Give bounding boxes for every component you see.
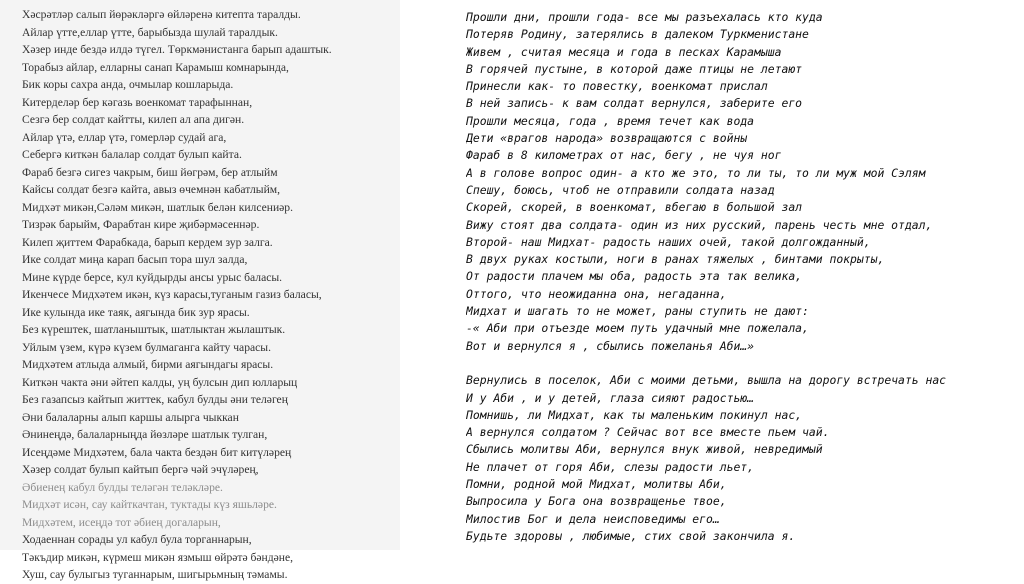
russian-poem-line: Вернулись в поселок, Аби с моими детьми, вышла на дорогу встречать нас bbox=[466, 373, 947, 388]
russian-poem-line: Мидхат и шагать то не может, раны ступить не дают: bbox=[466, 304, 809, 319]
russian-poem-line: -« Аби при отъезде моем путь удачный мне пожелала, bbox=[466, 321, 809, 336]
tatar-poem-line: Әни балаларны алып каршы алырга чыккан bbox=[22, 410, 239, 424]
russian-poem-line: Прошли месяца, года , время течет как вода bbox=[466, 113, 755, 128]
tatar-poem-line: Әбиенең кабул булды теләгән теләкләре. bbox=[22, 480, 223, 494]
russian-poem-line: Помнишь, ли Мидхат, как ты маленьким покинул нас, bbox=[466, 407, 803, 422]
russian-poem-line: Фараб в 8 километрах от нас, бегу , не чуя ног bbox=[466, 148, 782, 163]
russian-poem-line: Не плачет от горя Аби, слезы радости льет, bbox=[466, 459, 755, 474]
russian-poem-line: Выпросила у Бога она возвращенье твое, bbox=[466, 494, 727, 509]
russian-poem-line: Сбылись молитвы Аби, вернулся внук живой, невредимый bbox=[466, 442, 823, 457]
russian-poem-line: Потеряв Родину, затерялись в далеком Туркменистане bbox=[466, 27, 809, 42]
russian-poem-line: Второй- наш Мидхат- радость наших очей, такой долгожданный, bbox=[466, 234, 871, 249]
tatar-poem-line: Айлар үтте,еллар үтте, барыбызда шулай таралдык. bbox=[22, 25, 278, 39]
russian-poem-line: Прошли дни, прошли года- все мы разъехалась кто куда bbox=[466, 10, 823, 24]
tatar-poem-line: Мине күрде берсе, кул куйдырды ансы урыс баласы. bbox=[22, 270, 283, 284]
russian-poem-line: В ней запись- к вам солдат вернулся, заберите его bbox=[466, 96, 803, 111]
tatar-poem-line: Без күрештек, шатланыштык, шатлыктан жылаштык. bbox=[22, 323, 286, 336]
tatar-poem-line: Ике кулында ике таяк, аягында бик зур ярасы. bbox=[22, 305, 250, 319]
russian-poem-line: А вернулся солдатом ? Сейчас вот все вместе пьем чай. bbox=[466, 425, 830, 440]
tatar-poem-line: Ходаеннан сорады ул кабул була торганнарын, bbox=[22, 533, 252, 546]
tatar-poem-line: Хәсрәтләр салып йөрәкләргә өйләренә китепта таралды. bbox=[22, 8, 301, 21]
tatar-poem-line: Тизрәк барыйм, Фарабтан кире җибәрмәсеннәр. bbox=[22, 218, 260, 231]
tatar-poem-text bbox=[22, 6, 394, 584]
russian-poem-line: В горячей пустыне, в которой даже птицы не летают bbox=[466, 61, 803, 76]
russian-poem-line: Вижу стоят два солдата- один из них русский, парень честь мне отдал, bbox=[466, 217, 933, 232]
russian-poem-line: Спешу, боюсь, чтоб не отправили солдата назад bbox=[466, 182, 775, 197]
tatar-poem-line: Әнинеңдә, балаларныңда йөзләре шатлык тулган, bbox=[22, 428, 268, 441]
tatar-poem-line: Киткән чакта әни әйтеп калды, уң булсын дип юлларыц bbox=[22, 375, 298, 389]
tatar-poem-page bbox=[0, 0, 400, 581]
russian-poem-line: В двух руках костыли, ноги в ранах тяжелых , бинтами покрыты, bbox=[466, 252, 885, 267]
tatar-poem-line: Хәзер солдат булып кайтып бергә чәй эчүләрең, bbox=[22, 463, 259, 476]
russian-poem-line: Дети «врагов народа» возвращаются с войны bbox=[466, 131, 748, 146]
tatar-poem-line: Хуш, сау булыгыз туганнарым, шигырьмның тәмамы. bbox=[22, 568, 288, 581]
russian-poem-line: Принесли как- то повестку, военкомат прислал bbox=[466, 79, 768, 94]
tatar-poem-line: Мидхәт микән,Сәләм микән, шатлык белән килсениәр. bbox=[22, 200, 293, 214]
tatar-poem-line: Ике солдат миңа карап басып тора шул залда, bbox=[22, 253, 248, 266]
tatar-poem-line: Килеп җиттем Фарабкада, барып кердем зур залга. bbox=[22, 235, 273, 249]
tatar-poem-line: Себергә киткән балалар солдат булып кайта. bbox=[22, 148, 242, 161]
tatar-poem-line: Китерделәр бер кәгазь военкомат тарафыннан, bbox=[22, 95, 253, 109]
tatar-poem-line: Торабыз айлар, елларны санап Карамыш комнарында, bbox=[22, 60, 289, 74]
tatar-poem-line: Сезгә бер солдат кайтты, килеп ал апа дигән. bbox=[22, 113, 245, 126]
russian-poem-text bbox=[466, 9, 1022, 545]
russian-poem-line: Будьте здоровы , любимые, стих свой закончила я. bbox=[466, 528, 796, 543]
russian-poem-line: А в голове вопрос один- а кто же это, то ли ты, то ли муж мой Сэлям bbox=[466, 165, 926, 180]
russian-poem-line: И у Аби , и у детей, глаза сияют радостью… bbox=[466, 390, 755, 405]
russian-poem-line: Помни, родной мой Мидхат, молитвы Аби, bbox=[466, 477, 727, 492]
tatar-poem-line: Уйлым үзем, күрә күзем булмаганга кайту чарасы. bbox=[22, 340, 271, 354]
russian-poem-line: От радости плачем мы оба, радость эта так велика, bbox=[466, 269, 803, 284]
tatar-poem-line: Фараб безгә сигез чакрым, биш йөгрәм, бер атлыйм bbox=[22, 165, 278, 179]
tatar-poem-line: Мидхәтем, исеңдә тот әбиең догаларын, bbox=[22, 515, 221, 529]
russian-poem-line: Вот и вернулся я , сбылись пожеланья Аби…» bbox=[466, 338, 755, 353]
russian-poem-page bbox=[402, 0, 1024, 550]
tatar-poem-line: Хәзер инде бездә илдә түгел. Төркмәнистанга барып адаштык. bbox=[22, 43, 332, 56]
russian-poem-line: Оттого, что неожиданна она, негаданна, bbox=[466, 286, 727, 301]
russian-poem-line: Живем , считая месяца и года в песках Карамыша bbox=[466, 44, 782, 59]
tatar-poem-line: Без газапсыз кайтып життек, кабул булды әни теләгең bbox=[22, 393, 288, 406]
russian-poem-line: Милостив Бог и дела неисповедимы его… bbox=[466, 511, 720, 526]
tatar-poem-line: Мидхәт исән, сау кайткачтан, туктады күз яшьләре. bbox=[22, 498, 277, 511]
tatar-poem-line: Тәкъдир микән, күрмеш микән язмыш өйрәтә бәндәне, bbox=[22, 550, 294, 564]
stanza-break bbox=[466, 355, 1022, 372]
russian-poem-line: Скорей, скорей, в военкомат, вбегаю в большой зал bbox=[466, 200, 803, 215]
tatar-poem-line: Исеңдәме Мидхәтем, бала чакта бездән бит китүләрең bbox=[22, 445, 292, 459]
tatar-poem-line: Бик коры сахра анда, очмылар кошларыда. bbox=[22, 78, 234, 91]
tatar-poem-line: Мидхәтем атлыда алмый, бирми аягындагы ярасы. bbox=[22, 358, 274, 371]
tatar-poem-line: Айлар үтә, еллар үтә, гомерләр судай ага, bbox=[22, 130, 227, 144]
tatar-poem-line: Кайсы солдат безгә кайта, авыз өчемнән кабатлыйм, bbox=[22, 183, 281, 196]
tatar-poem-line: Икенчесе Мидхәтем икән, күз карасы,туганым газиз баласы, bbox=[22, 288, 322, 301]
